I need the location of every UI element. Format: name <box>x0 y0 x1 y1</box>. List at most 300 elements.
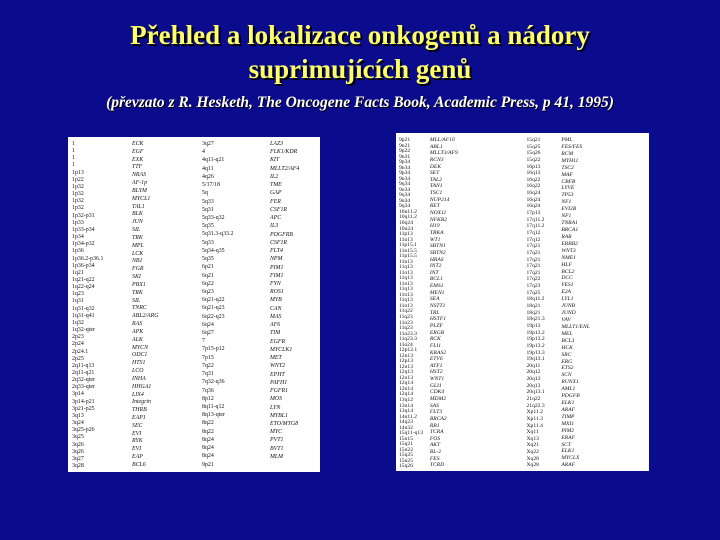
table-cell: MYC <box>270 429 283 436</box>
table-cell: 17q21 <box>526 243 541 249</box>
table-cell: BLK <box>132 211 143 218</box>
table-cell: 17q21 <box>526 263 541 269</box>
table-cell: SBTN1 <box>429 243 446 249</box>
table-cell: FER <box>270 198 281 205</box>
table-cell: SRC <box>561 351 572 358</box>
table-cell: H19 <box>429 223 440 229</box>
table-cell: 13q14 <box>399 402 413 408</box>
table-cell: 20q12 <box>526 369 541 376</box>
table-cell: EAP <box>132 454 143 461</box>
oncogene-table-left <box>68 137 320 472</box>
table-cell: 15q25 <box>526 143 541 150</box>
table-cell: NPM <box>270 256 283 263</box>
table-cell: JUNB <box>561 303 576 310</box>
table-cell: FLT4 <box>270 248 283 255</box>
table-cell: AF6 <box>270 322 281 329</box>
table-cell: 11q13 <box>399 280 413 286</box>
table-cell: 2p24 <box>72 341 84 348</box>
table-cell: 3q25-p26 <box>72 427 95 434</box>
table-cell: FYN <box>270 280 281 287</box>
table-cell: 18q21 <box>526 309 541 316</box>
table-cell: 21q22 <box>526 395 541 402</box>
table-cell: INT2 <box>429 263 442 269</box>
table-cell: 15q22 <box>399 446 413 452</box>
table-cell: MYB <box>270 297 282 304</box>
table-cell: ERBB2 <box>561 240 578 247</box>
table-cell: MYH11 <box>561 157 579 164</box>
table-cell: ERG <box>561 358 573 365</box>
table-cell: 4q11 <box>202 165 214 172</box>
table-cell: 3q28 <box>72 463 84 469</box>
table-cell: 9p21 <box>399 137 411 142</box>
table-cell: LIX4 <box>132 391 144 398</box>
table-cell: FES/FES <box>561 143 583 150</box>
table-cell: MAF <box>561 171 573 178</box>
table-cell: PLZF <box>429 322 443 329</box>
table-cell: TNRC <box>132 305 147 312</box>
table-cell: 1q32 <box>72 319 84 326</box>
table-cell: TRL <box>429 309 440 316</box>
table-cell: 19p13.3 <box>526 349 545 356</box>
table-cell: 16q24 <box>526 203 541 210</box>
table-cell: PIM2 <box>561 427 575 434</box>
table-cell: 12q13 <box>399 363 413 369</box>
table-cell: RYK <box>132 438 143 445</box>
table-cell: 20q13 <box>526 382 541 389</box>
table-cell: 11p13 <box>399 258 413 264</box>
table-cell: 16q24 <box>526 190 541 196</box>
table-cell: 6q21-q23 <box>202 305 225 312</box>
table-cell: 1p34-p32 <box>72 241 95 248</box>
slide-title <box>0 18 720 86</box>
table-cell: 8q24 <box>202 445 214 452</box>
table-cell: 1p32-p31 <box>72 212 95 219</box>
table-cell: IL2 <box>270 173 279 180</box>
table-cell: SIL <box>132 297 141 304</box>
table-cell: 1p32 <box>72 198 84 205</box>
table-cell: 6q22-q23 <box>202 313 225 320</box>
table-cell: MOS <box>270 396 283 403</box>
table-cell: PVT1 <box>270 437 284 444</box>
table-cell: WNT1 <box>429 376 445 382</box>
left-col-locus-2 <box>202 140 270 469</box>
left-col-gene-2 <box>270 140 318 469</box>
table-cell: SCN <box>561 372 572 379</box>
table-cell: 15q21 <box>526 137 541 143</box>
table-cell: Xq21 <box>526 442 539 449</box>
table-cell: ETS2 <box>561 365 574 372</box>
table-cell: BVT1 <box>270 445 284 452</box>
table-cell: 19p13.2 <box>526 342 545 349</box>
table-cell: 5q31.3-q33.2 <box>202 231 234 238</box>
table-cell: 1p33 <box>72 219 84 226</box>
table-cell: TIMP <box>561 413 575 420</box>
table-cell: NB1 <box>132 258 143 265</box>
table-cell: 6q23 <box>202 288 214 295</box>
table-cell: CSF1R <box>270 239 288 246</box>
table-cell: 5q33-q32 <box>202 214 225 221</box>
table-cell: 15q22 <box>526 156 541 163</box>
table-cell: 1q21 <box>72 269 84 276</box>
table-cell: BRCA1 <box>561 226 579 233</box>
table-cell: 15q15 <box>399 435 413 441</box>
table-cell: ODC1 <box>132 352 148 359</box>
table-cell: DEK <box>429 163 442 170</box>
table-cell: KIT <box>270 157 280 164</box>
table-cell: 16q22 <box>526 183 541 190</box>
table-cell: 17q12 <box>526 236 541 243</box>
table-cell: BCL6 <box>132 461 146 468</box>
table-cell: 1p32 <box>72 205 84 212</box>
table-cell: 11q13 <box>399 286 413 291</box>
table-cell: 3q27 <box>72 455 84 462</box>
table-cell: 12q14 <box>399 385 413 391</box>
table-cell: Xp11.2 <box>526 409 543 415</box>
table-cell: 17q21 <box>526 249 541 256</box>
table-cell: 3q26 <box>72 448 84 455</box>
table-cell: CBFB <box>561 178 576 185</box>
table-cell: 9q34 <box>399 192 411 197</box>
table-cell: ABL2/ARG <box>132 313 159 320</box>
table-cell: WT1 <box>429 236 441 243</box>
table-cell: NOX11 <box>429 210 447 216</box>
table-cell: RAS <box>132 321 143 328</box>
table-cell: 20q13 <box>526 376 541 382</box>
table-cell: HSTF1 <box>429 316 447 322</box>
table-cell: TIM <box>270 330 281 337</box>
table-cell: 15q26 <box>526 150 541 156</box>
table-cell: 12q14 <box>399 380 413 385</box>
table-cell: 16q13 <box>526 170 541 176</box>
table-cell: 7q36 <box>202 387 214 394</box>
table-cell: TSC1 <box>429 190 443 196</box>
slide-subtitle: (převzato z R. Hesketh, The Oncogene Facts Book, Academic Press, p 41, 1995) <box>106 94 614 111</box>
table-cell: SCT <box>561 441 571 448</box>
table-cell: CAN <box>270 305 282 312</box>
table-cell: SKI <box>132 274 141 281</box>
table-cell: FGFR1 <box>270 388 288 395</box>
table-cell: LAZ3 <box>270 141 284 147</box>
table-cell: TRK <box>132 289 143 296</box>
table-cell: TSC2 <box>561 164 574 171</box>
table-cell: LCO <box>132 368 144 375</box>
table-cell: MYBL1 <box>270 412 289 419</box>
table-cell: NME1 <box>561 254 576 261</box>
table-cell: 1p36-p34 <box>72 262 95 269</box>
table-cell: 5q31 <box>202 206 214 213</box>
table-cell: 1q31 <box>72 298 84 305</box>
table-cell: 3q25 <box>72 434 84 441</box>
table-cell: PDGFRB <box>270 231 293 238</box>
table-cell: FLT3 <box>429 409 443 415</box>
table-cell: PIM1 <box>270 264 284 271</box>
table-cell: 1 <box>72 155 75 162</box>
table-cell: 10q11.2 <box>399 214 417 219</box>
right-col-gene-1 <box>430 136 527 468</box>
oncogene-table-right <box>396 133 649 471</box>
table-cell: HTS1 <box>132 360 146 367</box>
table-cell: 15q11-q13 <box>399 430 424 435</box>
table-cell: 19q13.1 <box>526 356 545 362</box>
table-cell: TCRD <box>429 462 445 468</box>
table-cell: 6q21 <box>202 272 214 279</box>
table-cell: 4q11-q21 <box>202 157 225 164</box>
table-cell: EVI <box>132 446 142 453</box>
table-cell: MDM2 <box>429 395 447 402</box>
title-line-1: Přehled a lokalizace onkogenů a nádory <box>130 20 590 50</box>
table-cell: 12p13 <box>399 358 413 363</box>
table-cell: 8q24 <box>202 436 214 443</box>
table-cell: 7p15-p12 <box>202 346 225 353</box>
table-cell: 1p36.2-p36.1 <box>72 255 104 262</box>
table-cell: ROS1 <box>270 289 284 296</box>
table-cell: 12q13 <box>399 369 413 374</box>
table-cell: EGF <box>132 148 144 155</box>
table-cell: JUND <box>561 310 576 316</box>
table-cell: VAV <box>561 316 571 323</box>
table-cell: 2p23 <box>72 334 84 341</box>
table-cell: 6q21-q22 <box>202 297 225 304</box>
table-cell: 8q24 <box>202 453 214 460</box>
table-cell: 1 <box>72 162 75 169</box>
table-cell: 14q23 <box>399 419 413 424</box>
table-cell: 3q26 <box>72 441 84 448</box>
table-cell: PML <box>561 137 573 143</box>
table-cell: ABL1 <box>429 143 443 150</box>
table-cell: 11q24 <box>399 341 413 347</box>
table-cell: 11q23 <box>399 325 413 330</box>
table-cell: KRAS2 <box>429 349 447 356</box>
table-cell: 12q13 <box>399 374 413 380</box>
table-cell: 1p22 <box>72 176 84 183</box>
table-cell: FLK1/KDR <box>270 149 298 156</box>
table-cell: 1p33-p34 <box>72 226 95 233</box>
table-cell: 17q21 <box>526 256 541 263</box>
table-cell: ELK1 <box>561 400 575 406</box>
table-cell: 17p13 <box>526 210 541 216</box>
table-cell: 9p34 <box>399 175 411 181</box>
table-cell: 19p13.2 <box>526 329 545 336</box>
table-cell: 1p36 <box>72 248 84 255</box>
table-cell: EVI2B <box>561 206 577 213</box>
table-cell: 8p12 <box>202 395 214 402</box>
table-cell: 19p13.2 <box>526 336 545 342</box>
table-cell: 4q26 <box>202 173 214 180</box>
table-cell: 9q34 <box>399 197 411 203</box>
table-cell: 1p32 <box>72 191 84 198</box>
table-cell: 13q14 <box>399 408 413 413</box>
table-cell: FLI1 <box>429 342 442 349</box>
table-cell: NF1 <box>561 199 572 206</box>
table-cell: NFKB2 <box>429 216 447 223</box>
table-cell: ETV6 <box>429 356 443 362</box>
table-cell: LCK <box>132 250 144 257</box>
table-cell: MXI1 <box>561 420 575 427</box>
table-cell: 11q13 <box>399 269 413 275</box>
table-cell: APK <box>132 328 144 335</box>
table-cell: 11p13 <box>399 236 413 242</box>
table-cell: 4 <box>202 149 205 156</box>
table-cell: TME <box>270 182 282 189</box>
right-col-locus-1 <box>398 136 430 468</box>
table-cell: 15q25 <box>399 457 413 463</box>
table-cell: 7p15 <box>202 354 214 361</box>
table-cell: Xq28 <box>526 455 539 462</box>
table-cell: 17q23 <box>526 283 541 289</box>
table-cell: ECK <box>132 141 144 147</box>
table-cell: WNT3 <box>561 247 576 254</box>
table-cell: GAP <box>270 190 282 197</box>
table-cell: SAS <box>429 402 439 409</box>
table-cell: E2A <box>561 289 571 296</box>
table-cell: NF1 <box>561 213 572 220</box>
table-cell: EPHT <box>270 371 285 378</box>
table-cell: 2q11-q21 <box>72 370 95 376</box>
table-cell: 1q21-q22 <box>72 276 95 283</box>
table-cell: JUN <box>132 219 143 226</box>
table-cell: 6q27 <box>202 330 214 337</box>
table-cell: 17q11.2 <box>526 223 545 229</box>
table-cell: RCN3 <box>429 156 444 163</box>
table-cell: HRAS <box>429 256 444 263</box>
table-cell: 2q33-qter <box>72 384 95 391</box>
table-cell: 7q22 <box>202 362 214 369</box>
table-cell: THRB <box>132 407 147 414</box>
table-cell: 1p32 <box>72 183 84 190</box>
table-cell: 1q22-q24 <box>72 284 95 291</box>
table-cell: TAL1 <box>132 203 145 210</box>
table-cell: Xq28 <box>526 462 539 468</box>
table-cell: 16q24 <box>526 196 541 203</box>
table-cell: FGR <box>132 266 144 273</box>
table-cell: 17q21 <box>526 269 541 276</box>
table-cell: BLYM <box>132 187 147 194</box>
table-cell: 11q22 <box>399 308 413 313</box>
table-cell: 9p22 <box>399 148 411 153</box>
table-cell: 5q33 <box>202 198 214 205</box>
table-cell: NSTT1 <box>429 303 446 309</box>
table-cell: 5q35 <box>202 256 214 263</box>
table-cell: 1p34 <box>72 234 84 241</box>
table-cell: 11q13 <box>399 275 413 280</box>
table-cell: 5/17/18 <box>202 182 220 189</box>
table-cell: RUNX1 <box>561 379 579 386</box>
table-cell: 9p21 <box>399 142 411 148</box>
table-cell: ARAF <box>561 406 576 413</box>
table-cell: MLM <box>270 453 284 460</box>
table-cell: 16p13 <box>526 163 541 170</box>
table-cell: 11q23 <box>399 319 413 325</box>
table-cell: 11q13 <box>399 291 413 297</box>
table-cell: 1p13 <box>72 169 84 176</box>
table-cell: LYVE <box>561 185 575 192</box>
table-cell: 10p11.2 <box>399 208 417 214</box>
table-cell: 1q32-qter <box>72 327 95 334</box>
table-cell: EVI <box>132 430 142 437</box>
table-cell: BCL3 <box>561 337 575 344</box>
table-cell: 5q <box>202 190 208 197</box>
table-cell: MYCN <box>132 344 149 351</box>
table-cell: GLI1 <box>429 382 442 389</box>
table-cell: 7 <box>202 338 205 345</box>
table-cell: 15q25 <box>399 452 413 457</box>
table-cell: PAFH1 <box>270 379 288 386</box>
table-cell: SIL <box>132 227 141 234</box>
table-cell: SEC <box>132 422 143 429</box>
table-cell: MYCLK1 <box>270 346 293 353</box>
table-cell: 6q22 <box>202 280 214 287</box>
table-cell: 13q12 <box>399 396 413 402</box>
table-cell: 11q23 <box>399 314 413 319</box>
table-cell: HCK <box>561 344 573 351</box>
table-cell: DCC <box>561 275 573 282</box>
table-cell: 1q31-q41 <box>72 312 95 319</box>
table-cell: 11p15.5 <box>399 247 417 253</box>
table-cell: BCL1 <box>429 276 443 283</box>
left-col-gene-1 <box>132 140 202 469</box>
table-cell: Xq11 <box>526 429 539 435</box>
table-cell: 18q21 <box>526 303 541 309</box>
table-cell: FES <box>429 455 440 462</box>
table-cell: BCL2 <box>561 268 575 275</box>
table-cell: ARAF <box>561 462 576 468</box>
table-cell: LYL1 <box>561 296 574 303</box>
right-col-locus-2 <box>526 136 561 468</box>
table-cell: RCM <box>561 150 574 157</box>
table-cell: IL3 <box>270 223 279 230</box>
table-cell: TRK <box>132 234 143 241</box>
table-cell: 18q21.3 <box>526 316 545 322</box>
table-cell: TRKA <box>429 229 444 236</box>
table-cell: 5q35 <box>202 223 214 230</box>
table-cell: 11p13 <box>399 231 413 236</box>
table-cell: INT <box>429 269 439 276</box>
table-cell: AKT <box>429 442 441 449</box>
table-cell: 9p21 <box>202 461 214 468</box>
left-col-locus-1 <box>70 140 132 469</box>
table-cell: 15q26 <box>399 463 413 468</box>
table-cell: 17q25 <box>526 289 541 296</box>
table-cell: ERAF <box>561 434 576 441</box>
table-cell: 14q32 <box>399 424 413 430</box>
table-cell: 3q13 <box>72 412 84 419</box>
table-cell: YES1 <box>561 282 574 289</box>
table-cell: 1q31-q32 <box>72 305 95 312</box>
table-cell: MEL <box>561 330 573 337</box>
table-cell: Xq13 <box>526 435 539 442</box>
table-cell: 8q13-qter <box>202 412 225 419</box>
table-cell: Integrin <box>132 399 151 406</box>
table-cell: 20q11 <box>526 362 541 369</box>
table-cell: Xp11.4 <box>526 422 543 429</box>
table-cell: CSF1R <box>270 206 288 213</box>
table-cell: ERGB <box>429 329 445 336</box>
table-cell: NRAS <box>132 172 147 179</box>
table-cell: MLLT2/AF4 <box>270 165 300 172</box>
table-cell: NUP214 <box>429 196 450 203</box>
table-cell: 11q13 <box>399 297 413 302</box>
table-cell: 11q13 <box>399 302 413 308</box>
table-cell: AML1 <box>561 386 576 393</box>
table-cell: 12p13 <box>399 352 413 358</box>
table-cell: 14q11.2 <box>399 413 417 419</box>
table-cell: 6p21 <box>202 264 214 271</box>
table-cell: 11p15.1 <box>399 242 417 247</box>
table-cell: TP53 <box>561 192 574 199</box>
table-cell: 1 <box>72 148 75 155</box>
table-cell: CDK4 <box>429 389 445 395</box>
table-cell: 3p14 <box>72 391 84 398</box>
